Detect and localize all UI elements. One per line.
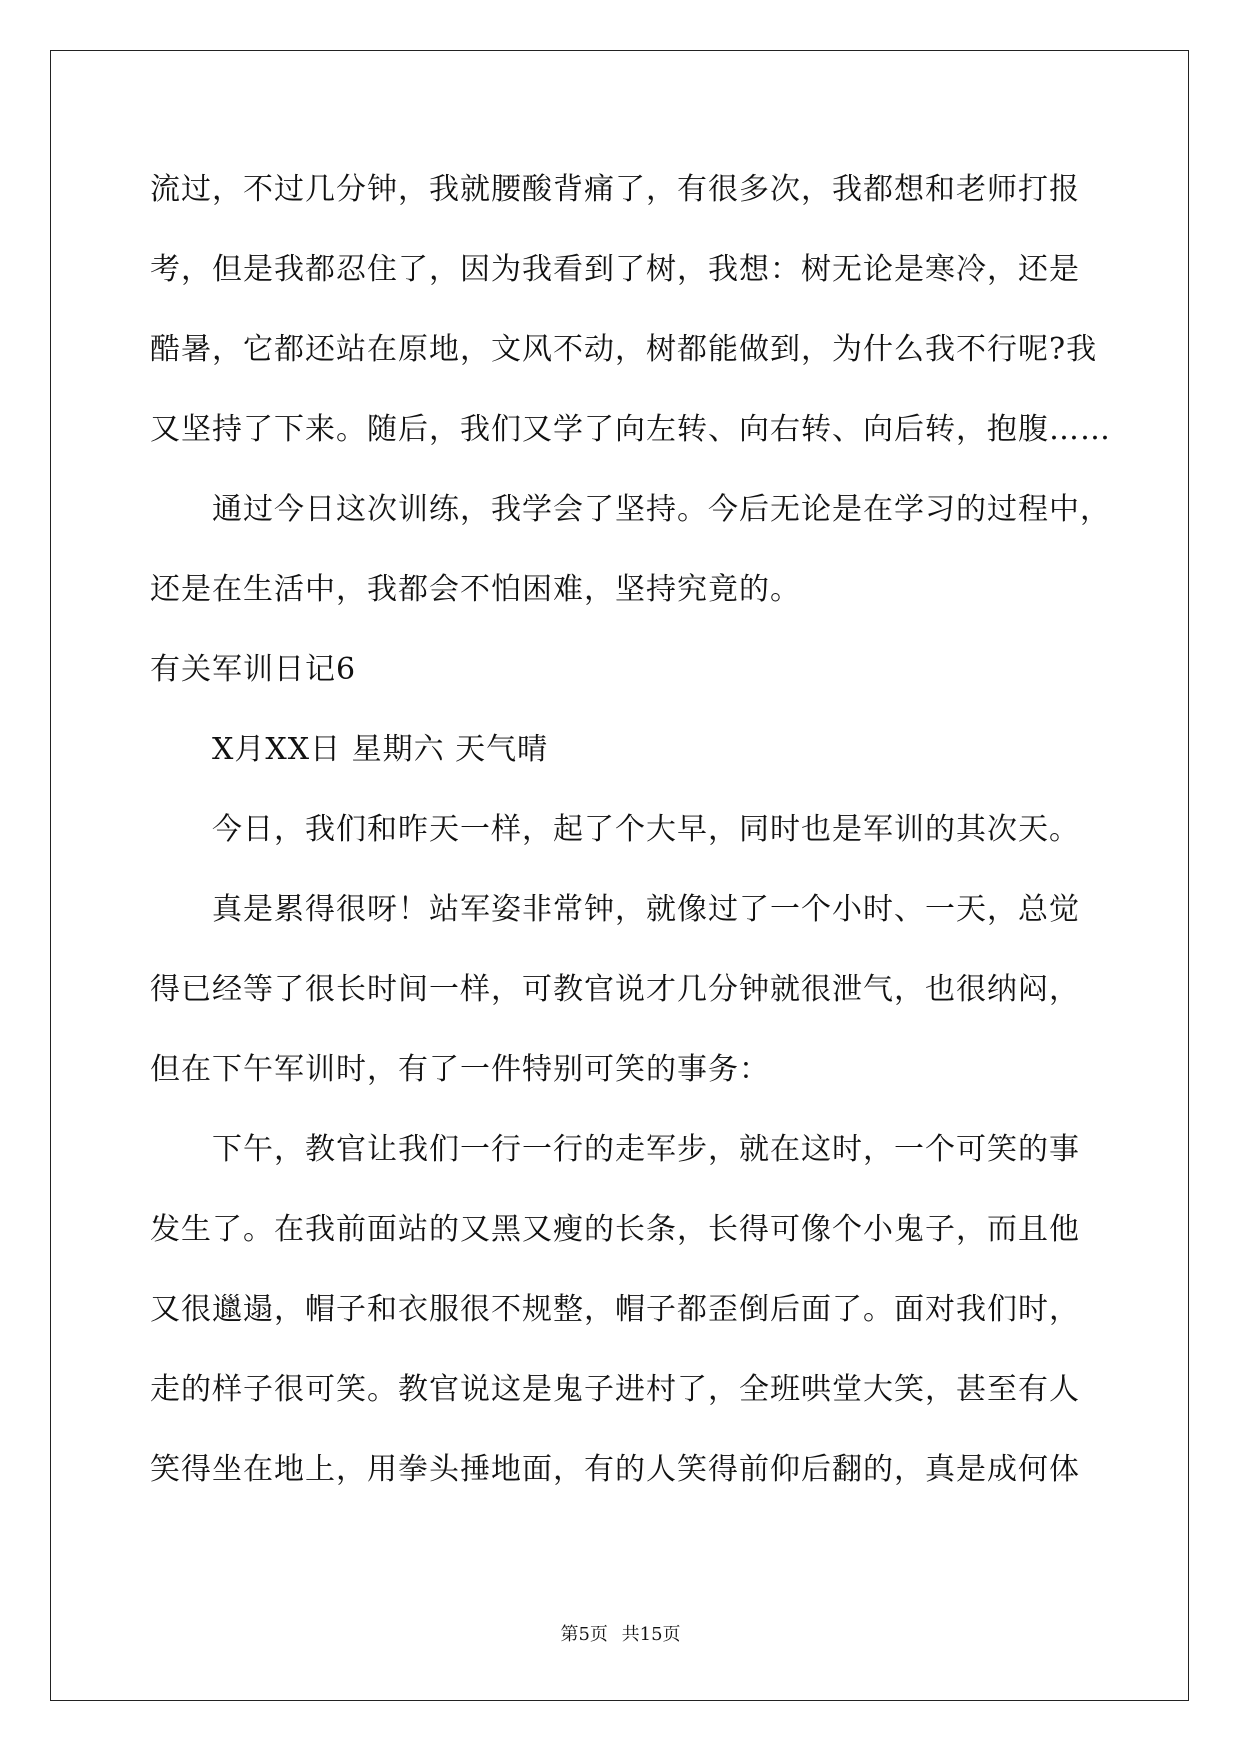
text-line: 还是在生活中，我都会不怕困难，坚持究竟的。: [150, 572, 801, 607]
text-line: 考，但是我都忍住了，因为我看到了树，我想：树无论是寒冷，还是: [150, 252, 1080, 287]
paragraph-start: 通过今日这次训练，我学会了坚持。今后无论是在学习的过程中，: [212, 492, 1111, 527]
text-line: 又很邋遢，帽子和衣服很不规整，帽子都歪倒后面了。面对我们时，: [150, 1292, 1080, 1327]
page-footer: [0, 1620, 1241, 1646]
paragraph-start: 下午，教官让我们一行一行的走军步，就在这时，一个可笑的事: [212, 1132, 1080, 1167]
text-line: 流过，不过几分钟，我就腰酸背痛了，有很多次，我都想和老师打报: [150, 172, 1080, 207]
paragraph-start: 今日，我们和昨天一样，起了个大早，同时也是军训的其次天。: [212, 812, 1080, 847]
paragraph-start: 真是累得很呀！站军姿非常钟，就像过了一个小时、一天，总觉: [212, 892, 1080, 927]
section-heading: 有关军训日记6: [150, 652, 357, 687]
date-weather-line: X月XX日 星期六 天气晴: [212, 732, 549, 767]
text-line: 但在下午军训时，有了一件特别可笑的事务：: [150, 1052, 770, 1087]
page-total: 共15页: [621, 1624, 681, 1645]
text-line: 得已经等了很长时间一样，可教官说才几分钟就很泄气，也很纳闷，: [150, 972, 1080, 1007]
text-line: 发生了。在我前面站的又黑又瘦的长条，长得可像个小鬼子，而且他: [150, 1212, 1080, 1247]
page-number: 第5页: [560, 1624, 608, 1645]
text-line: 酷暑，它都还站在原地，文风不动，树都能做到，为什么我不行呢?我: [150, 332, 1098, 367]
text-line: 走的样子很可笑。教官说这是鬼子进村了，全班哄堂大笑，甚至有人: [150, 1372, 1080, 1407]
text-line: 笑得坐在地上，用拳头捶地面，有的人笑得前仰后翻的，真是成何体: [150, 1452, 1080, 1487]
text-line: 又坚持了下来。随后，我们又学了向左转、向右转、向后转，抱腹……: [150, 412, 1111, 447]
